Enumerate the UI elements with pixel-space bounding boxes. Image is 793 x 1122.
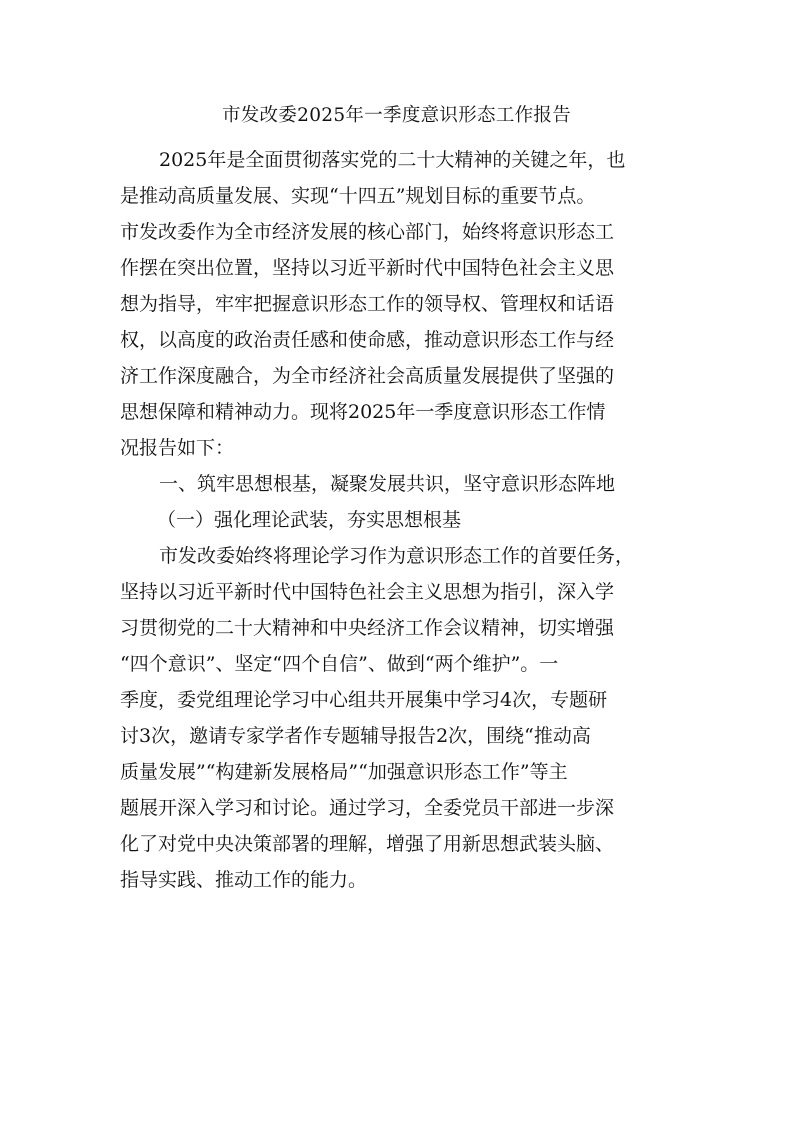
document-title: 市发改委2025年一季度意识形态工作报告: [221, 105, 572, 126]
paragraph-line: 质量发展”“构建新发展格局”“加强意识形态工作”等主: [120, 761, 568, 783]
paragraph-line: “四个意识”、坚定“四个自信”、做到“两个维护”。一: [120, 653, 559, 675]
paragraph-line: 题展开深入学习和讨论。通过学习，全委党员干部进一步深: [120, 797, 615, 819]
paragraph-line: 坚持以习近平新时代中国特色社会主义思想为指引，深入学: [120, 581, 615, 603]
paragraph-line: 讨3次，邀请专家学者作专题辅导报告2次，围绕“推动高: [120, 725, 591, 747]
paragraph-line: 习贯彻党的二十大精神和中央经济工作会议精神，切实增强: [120, 617, 615, 639]
paragraph-line: 是推动高质量发展、实现“十四五”规划目标的重要节点。: [120, 185, 596, 207]
paragraph-line: 化了对党中央决策部署的理解，增强了用新思想武装头脑、: [120, 833, 615, 855]
subsection-heading: （一）强化理论武装，夯实思想根基: [157, 509, 462, 531]
paragraph-line: 权，以高度的政治责任感和使命感，推动意识形态工作与经: [120, 329, 615, 351]
paragraph-line: 市发改委始终将理论学习作为意识形态工作的首要任务，: [159, 545, 635, 567]
section-heading: 一、筑牢思想根基，凝聚发展共识，坚守意识形态阵地: [159, 473, 616, 495]
paragraph-line: 指导实践、推动工作的能力。: [120, 869, 368, 891]
paragraph-line: 2025年是全面贯彻落实党的二十大精神的关键之年，也: [159, 149, 626, 171]
paragraph-line: 作摆在突出位置，坚持以习近平新时代中国特色社会主义思: [120, 257, 615, 279]
paragraph-line: 况报告如下：: [120, 437, 235, 459]
paragraph-line: 济工作深度融合，为全市经济社会高质量发展提供了坚强的: [120, 365, 615, 387]
paragraph-line: 想为指导，牢牢把握意识形态工作的领导权、管理权和话语: [120, 293, 615, 315]
paragraph-line: 思想保障和精神动力。现将2025年一季度意识形态工作情: [120, 401, 606, 423]
paragraph-line: 市发改委作为全市经济发展的核心部门，始终将意识形态工: [120, 221, 615, 243]
paragraph-line: 季度，委党组理论学习中心组共开展集中学习4次，专题研: [120, 689, 608, 711]
